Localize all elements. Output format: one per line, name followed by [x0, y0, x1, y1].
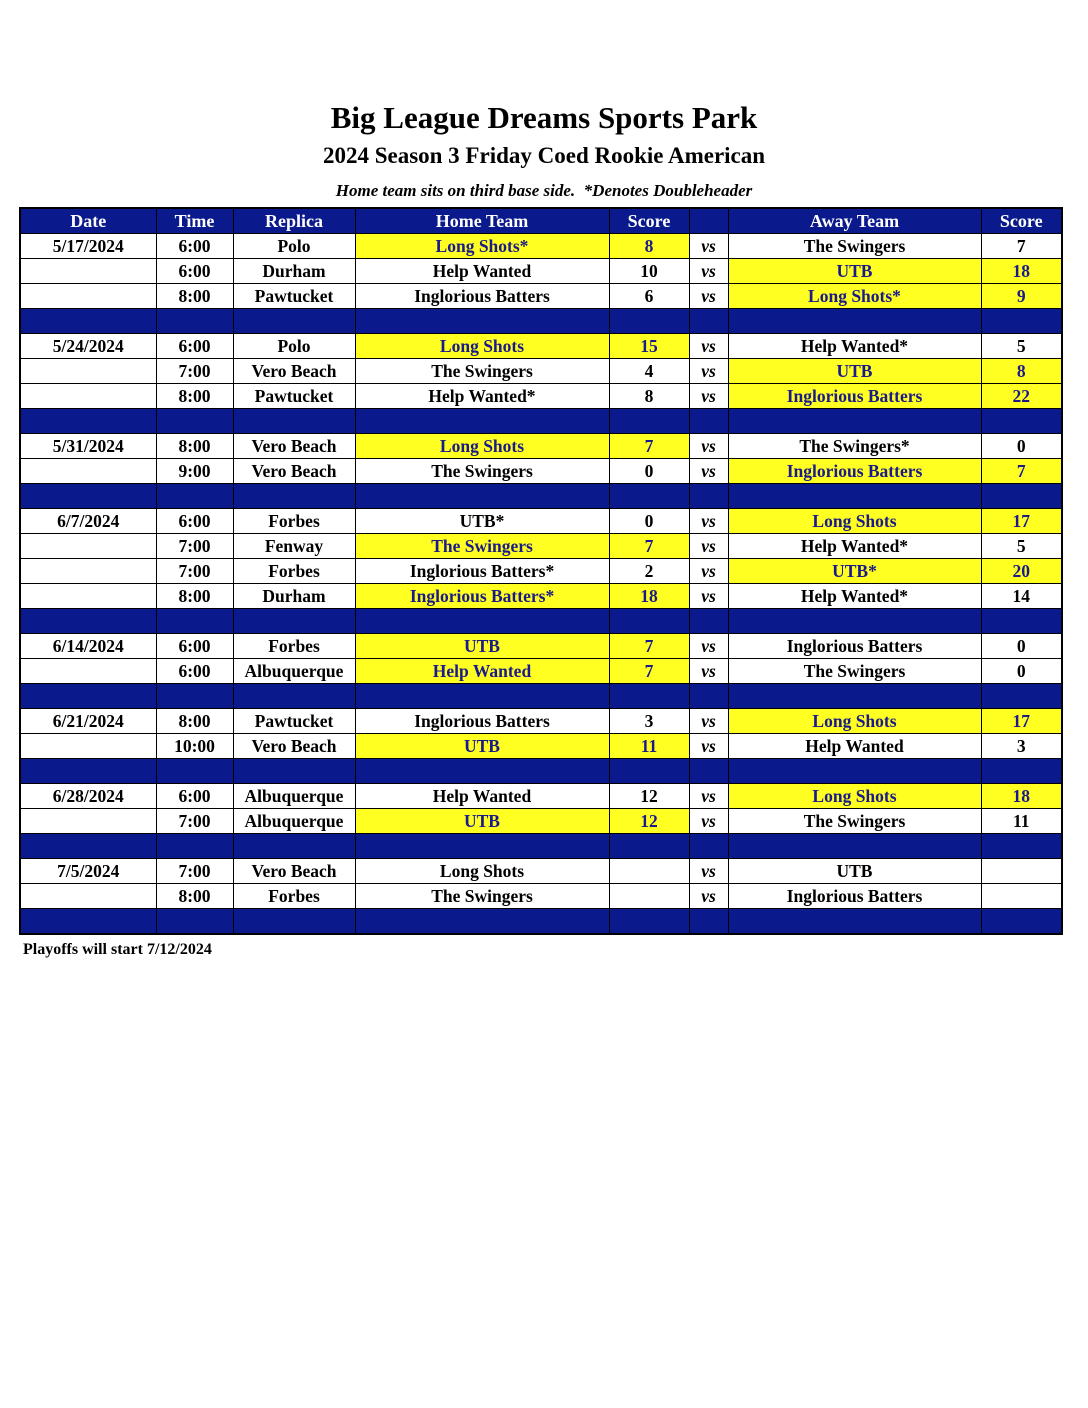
away-team: The Swingers*: [728, 434, 981, 459]
home-team: Long Shots: [355, 434, 609, 459]
week-separator-row: [20, 909, 1062, 935]
away-team: Inglorious Batters: [728, 459, 981, 484]
separator-cell: [609, 834, 689, 859]
separator-cell: [689, 609, 728, 634]
separator-cell: [981, 909, 1062, 935]
home-team: UTB*: [355, 509, 609, 534]
week-separator-row: [20, 684, 1062, 709]
game-date: [20, 734, 156, 759]
vs-label: vs: [689, 734, 728, 759]
away-team: UTB: [728, 259, 981, 284]
separator-cell: [609, 759, 689, 784]
separator-cell: [728, 759, 981, 784]
separator-cell: [728, 609, 981, 634]
game-time: 6:00: [156, 334, 233, 359]
game-replica: Polo: [233, 334, 355, 359]
game-time: 8:00: [156, 584, 233, 609]
col-header-away-score: Score: [981, 208, 1062, 234]
vs-label: vs: [689, 709, 728, 734]
separator-cell: [355, 759, 609, 784]
away-score: 17: [981, 709, 1062, 734]
away-score: [981, 859, 1062, 884]
game-replica: Pawtucket: [233, 284, 355, 309]
away-score: 7: [981, 234, 1062, 259]
week-separator-row: [20, 309, 1062, 334]
separator-cell: [981, 609, 1062, 634]
col-header-away-team: Away Team: [728, 208, 981, 234]
vs-label: vs: [689, 634, 728, 659]
away-score: 0: [981, 659, 1062, 684]
separator-cell: [156, 609, 233, 634]
away-score: 17: [981, 509, 1062, 534]
away-score: [981, 884, 1062, 909]
game-replica: Vero Beach: [233, 459, 355, 484]
separator-cell: [156, 684, 233, 709]
game-date: [20, 384, 156, 409]
separator-cell: [156, 759, 233, 784]
game-time: 10:00: [156, 734, 233, 759]
game-replica: Vero Beach: [233, 734, 355, 759]
table-row: [20, 384, 1062, 409]
separator-cell: [981, 409, 1062, 434]
game-date: 5/31/2024: [20, 434, 156, 459]
game-time: 7:00: [156, 534, 233, 559]
away-team: Long Shots: [728, 509, 981, 534]
separator-cell: [355, 684, 609, 709]
away-score: 11: [981, 809, 1062, 834]
table-row: [20, 734, 1062, 759]
vs-label: vs: [689, 384, 728, 409]
away-team: UTB: [728, 859, 981, 884]
game-time: 9:00: [156, 459, 233, 484]
game-time: 8:00: [156, 434, 233, 459]
game-time: 7:00: [156, 559, 233, 584]
separator-cell: [20, 409, 156, 434]
separator-cell: [609, 409, 689, 434]
separator-cell: [20, 609, 156, 634]
table-row: [20, 884, 1062, 909]
separator-cell: [156, 909, 233, 935]
game-replica: Pawtucket: [233, 384, 355, 409]
game-date: 6/14/2024: [20, 634, 156, 659]
game-time: 8:00: [156, 884, 233, 909]
game-replica: Polo: [233, 234, 355, 259]
game-replica: Forbes: [233, 559, 355, 584]
separator-cell: [728, 909, 981, 935]
week-separator-row: [20, 834, 1062, 859]
home-score: 18: [609, 584, 689, 609]
game-replica: Vero Beach: [233, 359, 355, 384]
separator-cell: [156, 409, 233, 434]
game-date: 7/5/2024: [20, 859, 156, 884]
away-team: Help Wanted*: [728, 534, 981, 559]
vs-label: vs: [689, 559, 728, 584]
separator-cell: [355, 409, 609, 434]
away-team: Long Shots: [728, 709, 981, 734]
page-title: Big League Dreams Sports Park: [330, 100, 758, 135]
game-time: 6:00: [156, 634, 233, 659]
table-row: [20, 234, 1062, 259]
vs-label: vs: [689, 659, 728, 684]
away-score: 14: [981, 584, 1062, 609]
game-date: [20, 534, 156, 559]
away-team: Inglorious Batters: [728, 384, 981, 409]
away-score: 5: [981, 334, 1062, 359]
game-date: [20, 259, 156, 284]
game-time: 6:00: [156, 784, 233, 809]
game-replica: Pawtucket: [233, 709, 355, 734]
vs-label: vs: [689, 509, 728, 534]
home-team: Inglorious Batters: [355, 709, 609, 734]
separator-cell: [20, 309, 156, 334]
page-subtitle: 2024 Season 3 Friday Coed Rookie American: [322, 143, 766, 168]
away-team: UTB*: [728, 559, 981, 584]
game-replica: Forbes: [233, 634, 355, 659]
separator-cell: [233, 409, 355, 434]
game-time: 7:00: [156, 809, 233, 834]
home-team: Help Wanted: [355, 784, 609, 809]
home-score: 12: [609, 784, 689, 809]
game-date: [20, 884, 156, 909]
separator-cell: [20, 759, 156, 784]
home-team: Inglorious Batters*: [355, 584, 609, 609]
table-row: [20, 259, 1062, 284]
away-team: Help Wanted*: [728, 334, 981, 359]
away-team: Inglorious Batters: [728, 634, 981, 659]
col-header-time: Time: [156, 208, 233, 234]
game-date: 5/17/2024: [20, 234, 156, 259]
game-time: 8:00: [156, 284, 233, 309]
week-separator-row: [20, 484, 1062, 509]
away-score: 5: [981, 534, 1062, 559]
separator-cell: [689, 834, 728, 859]
home-team: UTB: [355, 734, 609, 759]
home-score: 11: [609, 734, 689, 759]
separator-cell: [156, 309, 233, 334]
table-row: [20, 459, 1062, 484]
separator-cell: [981, 684, 1062, 709]
game-replica: Albuquerque: [233, 659, 355, 684]
home-score: 8: [609, 234, 689, 259]
col-header-date: Date: [20, 208, 156, 234]
home-score: 0: [609, 459, 689, 484]
separator-cell: [609, 909, 689, 935]
home-score: 0: [609, 509, 689, 534]
game-date: [20, 809, 156, 834]
table-row: [20, 634, 1062, 659]
game-replica: Albuquerque: [233, 809, 355, 834]
home-score: 12: [609, 809, 689, 834]
separator-cell: [609, 609, 689, 634]
separator-cell: [20, 909, 156, 935]
table-row: [20, 809, 1062, 834]
schedule-body: [20, 234, 1062, 935]
separator-cell: [233, 484, 355, 509]
home-team: The Swingers: [355, 884, 609, 909]
table-row: [20, 659, 1062, 684]
separator-cell: [233, 684, 355, 709]
table-row: [20, 284, 1062, 309]
home-score: 10: [609, 259, 689, 284]
table-row: [20, 559, 1062, 584]
separator-cell: [233, 834, 355, 859]
away-score: 0: [981, 634, 1062, 659]
separator-cell: [728, 684, 981, 709]
away-score: 0: [981, 434, 1062, 459]
separator-cell: [689, 309, 728, 334]
separator-cell: [981, 309, 1062, 334]
home-score: [609, 859, 689, 884]
away-score: 9: [981, 284, 1062, 309]
game-replica: Durham: [233, 259, 355, 284]
vs-label: vs: [689, 859, 728, 884]
away-team: The Swingers: [728, 659, 981, 684]
separator-cell: [728, 484, 981, 509]
game-date: [20, 284, 156, 309]
separator-cell: [981, 834, 1062, 859]
game-date: [20, 359, 156, 384]
game-date: 5/24/2024: [20, 334, 156, 359]
home-team: UTB: [355, 809, 609, 834]
game-time: 6:00: [156, 234, 233, 259]
table-row: [20, 534, 1062, 559]
home-score: 7: [609, 434, 689, 459]
separator-cell: [20, 684, 156, 709]
separator-cell: [981, 759, 1062, 784]
home-score: 3: [609, 709, 689, 734]
home-team: Long Shots: [355, 859, 609, 884]
separator-cell: [156, 484, 233, 509]
game-time: 7:00: [156, 359, 233, 384]
home-team: Inglorious Batters: [355, 284, 609, 309]
separator-cell: [355, 609, 609, 634]
separator-cell: [689, 409, 728, 434]
separator-cell: [233, 759, 355, 784]
schedule-note: Home team sits on third base side. *Denotes Doubleheader: [335, 181, 753, 200]
separator-cell: [355, 909, 609, 935]
vs-label: vs: [689, 259, 728, 284]
table-row: [20, 334, 1062, 359]
vs-label: vs: [689, 434, 728, 459]
separator-cell: [728, 309, 981, 334]
game-time: 6:00: [156, 659, 233, 684]
separator-cell: [20, 484, 156, 509]
home-score: 7: [609, 534, 689, 559]
away-score: 18: [981, 259, 1062, 284]
home-team: The Swingers: [355, 459, 609, 484]
vs-label: vs: [689, 334, 728, 359]
separator-cell: [355, 484, 609, 509]
away-score: 18: [981, 784, 1062, 809]
home-score: 6: [609, 284, 689, 309]
week-separator-row: [20, 409, 1062, 434]
separator-cell: [233, 309, 355, 334]
game-date: [20, 584, 156, 609]
home-team: Inglorious Batters*: [355, 559, 609, 584]
game-time: 6:00: [156, 259, 233, 284]
game-date: 6/7/2024: [20, 509, 156, 534]
separator-cell: [689, 909, 728, 935]
playoffs-note: Playoffs will start 7/12/2024: [23, 941, 212, 958]
game-time: 8:00: [156, 709, 233, 734]
away-team: Inglorious Batters: [728, 884, 981, 909]
vs-label: vs: [689, 234, 728, 259]
separator-cell: [609, 309, 689, 334]
game-date: [20, 659, 156, 684]
vs-label: vs: [689, 459, 728, 484]
separator-cell: [609, 684, 689, 709]
vs-label: vs: [689, 284, 728, 309]
vs-label: vs: [689, 359, 728, 384]
separator-cell: [233, 609, 355, 634]
home-score: 7: [609, 634, 689, 659]
col-header-home-score: Score: [609, 208, 689, 234]
separator-cell: [20, 834, 156, 859]
away-team: The Swingers: [728, 234, 981, 259]
separator-cell: [689, 759, 728, 784]
home-score: [609, 884, 689, 909]
vs-label: vs: [689, 809, 728, 834]
away-team: Long Shots*: [728, 284, 981, 309]
col-header-home-team: Home Team: [355, 208, 609, 234]
away-team: The Swingers: [728, 809, 981, 834]
game-date: [20, 459, 156, 484]
away-score: 8: [981, 359, 1062, 384]
away-score: 7: [981, 459, 1062, 484]
home-team: Long Shots: [355, 334, 609, 359]
away-score: 3: [981, 734, 1062, 759]
table-row: [20, 584, 1062, 609]
vs-label: vs: [689, 584, 728, 609]
separator-cell: [355, 834, 609, 859]
game-date: 6/28/2024: [20, 784, 156, 809]
home-score: 2: [609, 559, 689, 584]
game-date: [20, 559, 156, 584]
table-header-row: [20, 208, 1062, 234]
away-team: Help Wanted: [728, 734, 981, 759]
home-score: 15: [609, 334, 689, 359]
table-row: [20, 859, 1062, 884]
vs-label: vs: [689, 784, 728, 809]
separator-cell: [728, 834, 981, 859]
home-team: The Swingers: [355, 534, 609, 559]
separator-cell: [156, 834, 233, 859]
home-score: 7: [609, 659, 689, 684]
game-replica: Forbes: [233, 884, 355, 909]
home-team: The Swingers: [355, 359, 609, 384]
game-time: 6:00: [156, 509, 233, 534]
separator-cell: [728, 409, 981, 434]
game-replica: Vero Beach: [233, 434, 355, 459]
table-row: [20, 509, 1062, 534]
home-team: Help Wanted: [355, 259, 609, 284]
col-header-vs: [689, 208, 728, 234]
separator-cell: [355, 309, 609, 334]
vs-label: vs: [689, 884, 728, 909]
table-row: [20, 359, 1062, 384]
schedule-table: [19, 207, 1063, 935]
game-replica: Albuquerque: [233, 784, 355, 809]
vs-label: vs: [689, 534, 728, 559]
separator-cell: [689, 684, 728, 709]
separator-cell: [689, 484, 728, 509]
separator-cell: [981, 484, 1062, 509]
separator-cell: [609, 484, 689, 509]
away-score: 20: [981, 559, 1062, 584]
game-replica: Fenway: [233, 534, 355, 559]
table-row: [20, 709, 1062, 734]
game-replica: Durham: [233, 584, 355, 609]
home-team: UTB: [355, 634, 609, 659]
game-replica: Vero Beach: [233, 859, 355, 884]
away-team: UTB: [728, 359, 981, 384]
week-separator-row: [20, 609, 1062, 634]
away-team: Long Shots: [728, 784, 981, 809]
table-row: [20, 434, 1062, 459]
away-score: 22: [981, 384, 1062, 409]
game-replica: Forbes: [233, 509, 355, 534]
home-team: Help Wanted: [355, 659, 609, 684]
away-team: Help Wanted*: [728, 584, 981, 609]
table-row: [20, 784, 1062, 809]
home-score: 4: [609, 359, 689, 384]
game-date: 6/21/2024: [20, 709, 156, 734]
game-time: 8:00: [156, 384, 233, 409]
separator-cell: [233, 909, 355, 935]
col-header-replica: Replica: [233, 208, 355, 234]
game-time: 7:00: [156, 859, 233, 884]
week-separator-row: [20, 759, 1062, 784]
home-team: Help Wanted*: [355, 384, 609, 409]
home-team: Long Shots*: [355, 234, 609, 259]
home-score: 8: [609, 384, 689, 409]
